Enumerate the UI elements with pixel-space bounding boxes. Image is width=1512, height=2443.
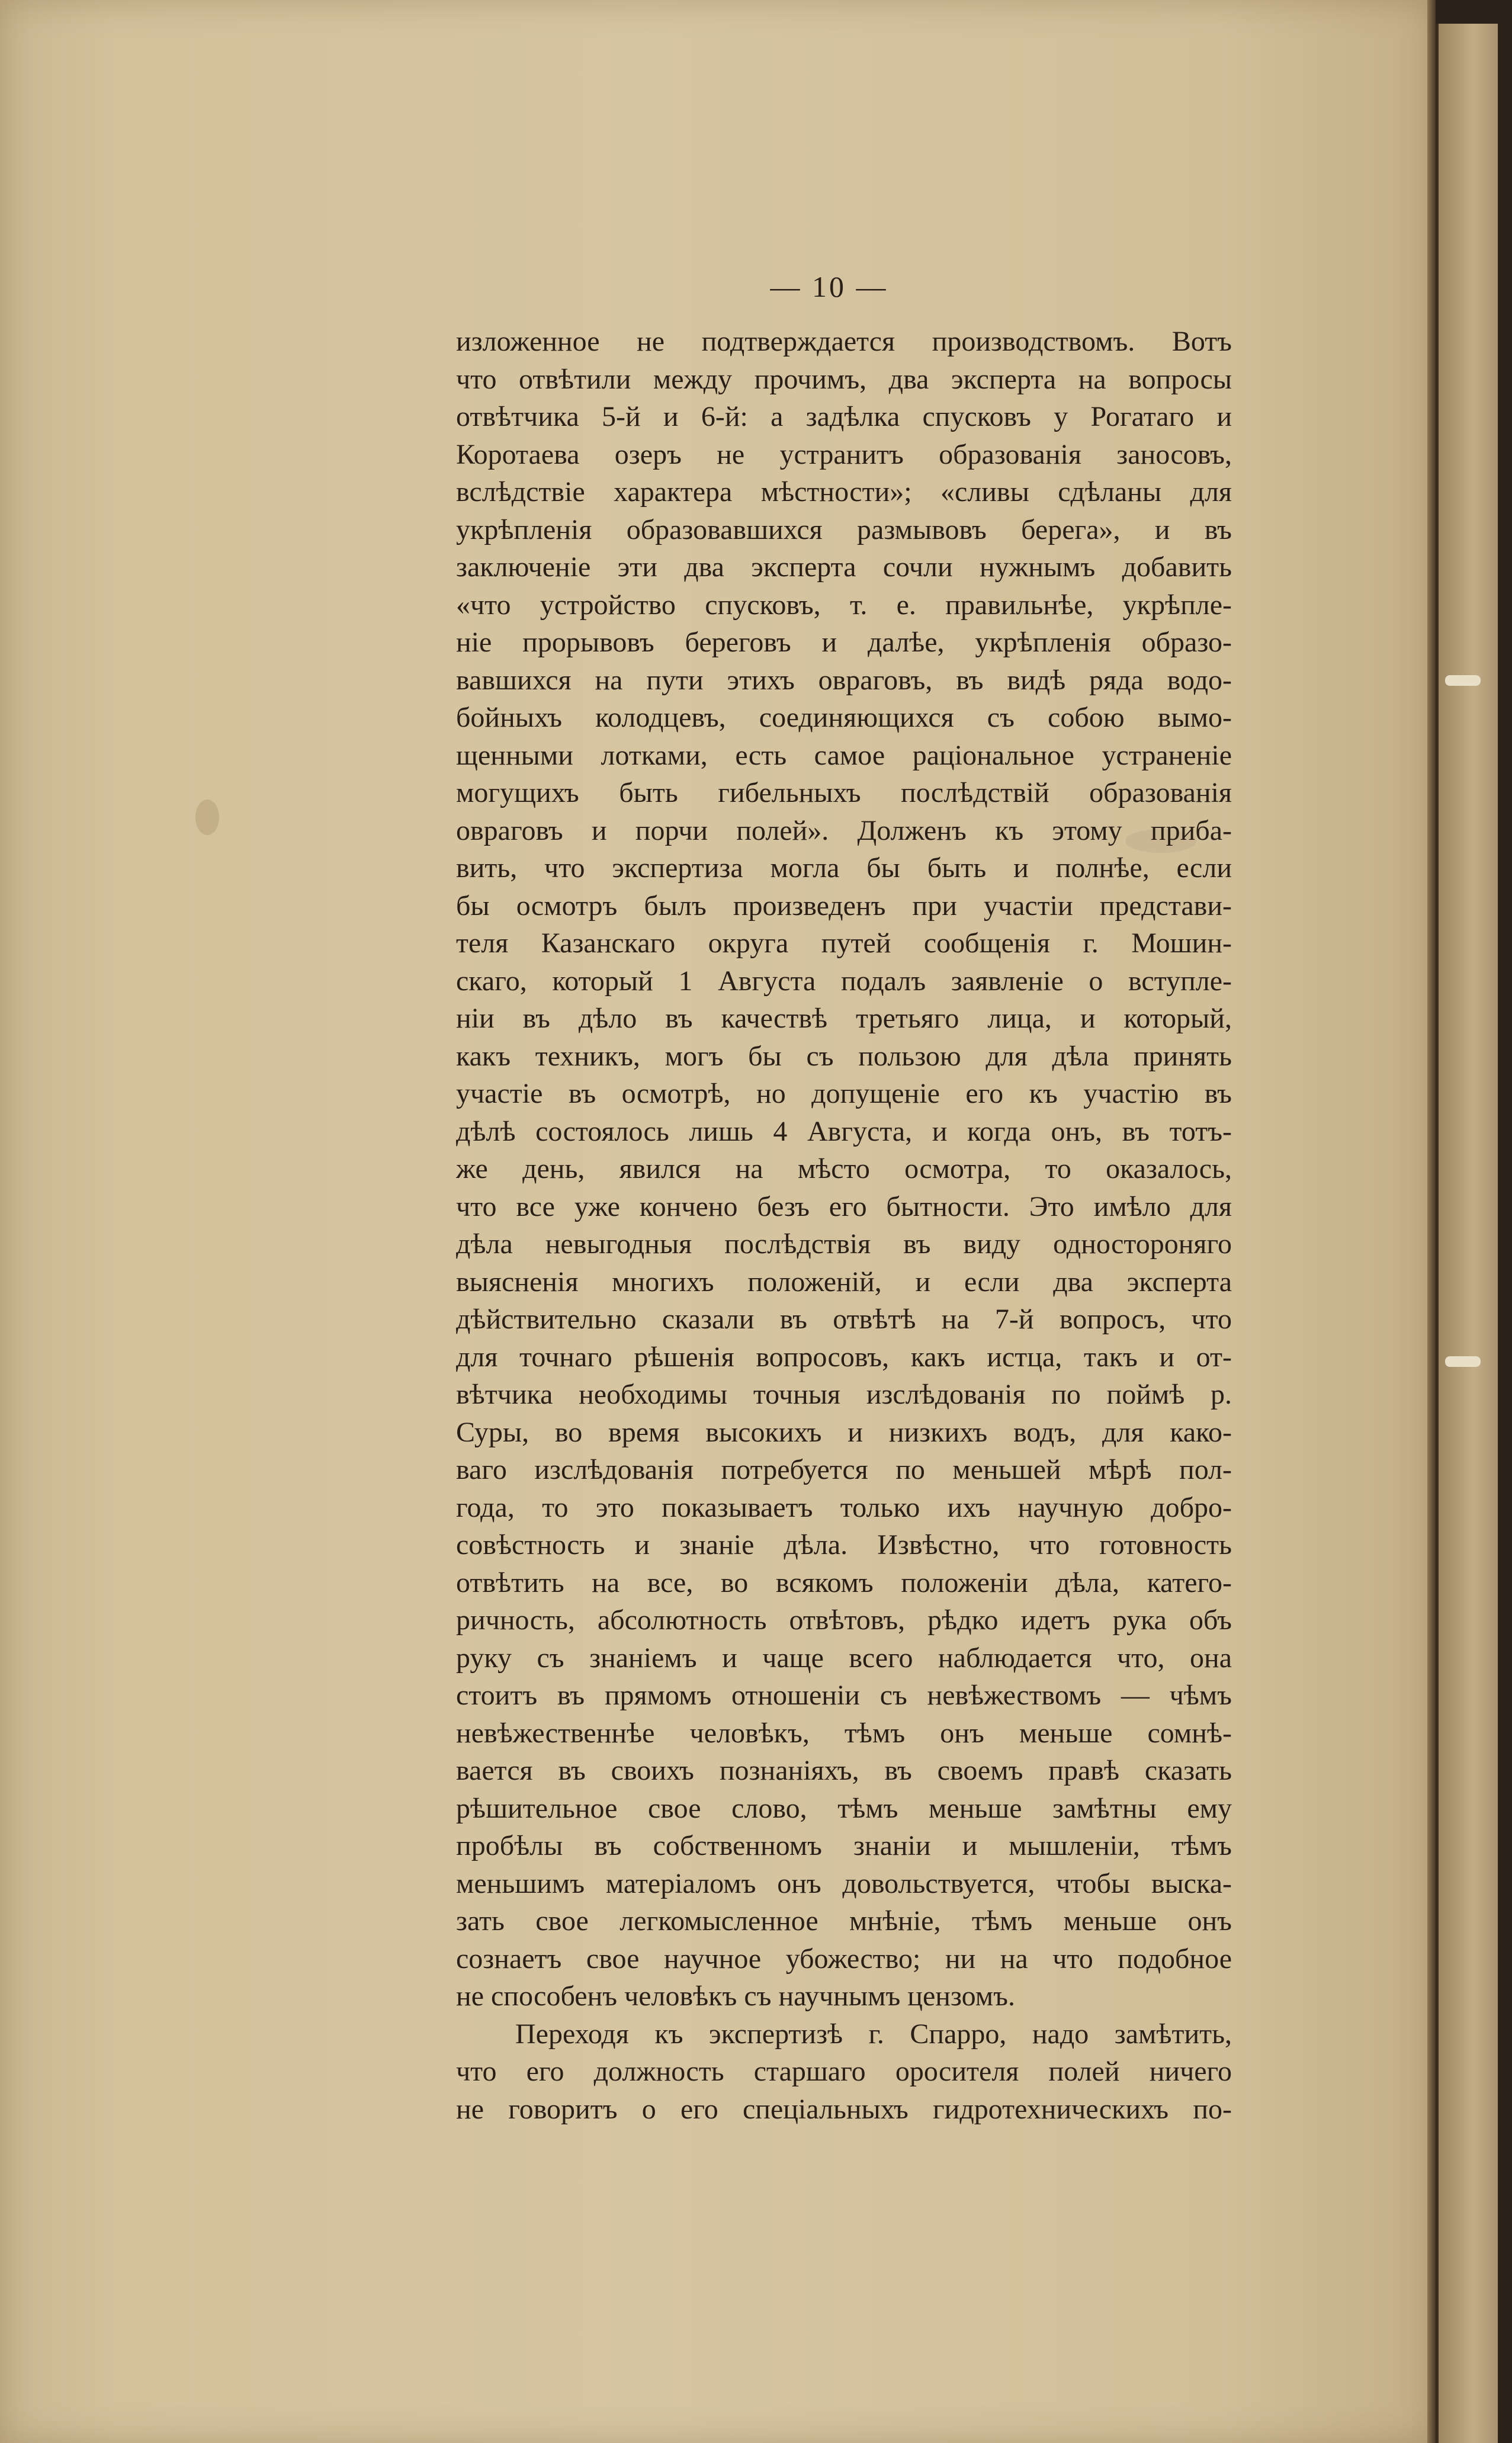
text-line: стоитъ въ прямомъ отношеніи съ невѣжествомъ — чѣмъ: [456, 1680, 1232, 1711]
text-line: вѣтчика необходимы точныя изслѣдованія по поймѣ р.: [456, 1379, 1232, 1410]
text-line: Переходя къ экспертизѣ г. Спарро, надо замѣтить,: [515, 2018, 1232, 2050]
binding-thread: [1445, 1356, 1481, 1367]
text-line: не говоритъ о его спеціальныхъ гидротехническихъ по-: [456, 2093, 1232, 2125]
text-line: щенными лотками, есть самое раціональное устраненіе: [456, 739, 1232, 771]
text-line: меньшимъ матеріаломъ онъ довольствуется, чтобы выска-: [456, 1867, 1232, 1899]
text-line: ричность, абсолютность отвѣтовъ, рѣдко идетъ рука объ: [456, 1604, 1232, 1636]
adjacent-page-edge: [1436, 24, 1498, 2443]
text-line: отвѣтить на все, во всякомъ положеніи дѣла, катего-: [456, 1566, 1232, 1598]
text-line: вслѣдствіе характера мѣстности»; «сливы сдѣланы для: [456, 476, 1232, 508]
text-line: пробѣлы въ собственномъ знаніи и мышленіи, тѣмъ: [456, 1830, 1232, 1861]
text-line: для точнаго рѣшенія вопросовъ, какъ истца, такъ и от-: [456, 1341, 1232, 1373]
paper-stain: [195, 800, 219, 835]
text-line: отвѣтчика 5-й и 6-й: а задѣлка спусковъ у Рогатаго и: [456, 401, 1232, 432]
text-line: какъ техникъ, могъ бы съ пользою для дѣла принять: [456, 1040, 1232, 1072]
text-line: рѣшительное свое слово, тѣмъ меньше замѣтны ему: [456, 1792, 1232, 1824]
text-line: ніи въ дѣло въ качествѣ третьяго лица, и который,: [456, 1003, 1232, 1034]
text-line: совѣстность и знаніе дѣла. Извѣстно, что готовность: [456, 1529, 1232, 1561]
text-line: могущихъ быть гибельныхъ послѣдствій образованія: [456, 777, 1232, 808]
text-line: участіе въ осмотрѣ, но допущеніе его къ участію въ: [456, 1078, 1232, 1109]
page-number: — 10 —: [770, 270, 888, 303]
text-line: руку съ знаніемъ и чаще всего наблюдается что, она: [456, 1642, 1232, 1674]
text-line: вавшихся на пути этихъ овраговъ, въ видѣ ряда водо-: [456, 664, 1232, 696]
text-line: скаго, который 1 Августа подалъ заявленіе о вступле-: [456, 965, 1232, 997]
text-line: дѣлѣ состоялось лишь 4 Августа, и когда онъ, въ тотъ-: [456, 1115, 1232, 1147]
text-line: бы осмотръ былъ произведенъ при участіи представи-: [456, 890, 1232, 922]
text-line: невѣжественнѣе человѣкъ, тѣмъ онъ меньше сомнѣ-: [456, 1717, 1232, 1749]
text-line: теля Казанскаго округа путей сообщенія г. Мошин-: [456, 927, 1232, 959]
text-line: сознаетъ свое научное убожество; ни на что подобное: [456, 1943, 1232, 1975]
text-line: ваго изслѣдованія потребуется по меньшей мѣрѣ пол-: [456, 1454, 1232, 1485]
text-line: Коротаева озеръ не устранитъ образованія заносовъ,: [456, 438, 1232, 470]
text-line: изложенное не подтверждается производствомъ. Вотъ: [456, 326, 1232, 357]
text-line: Суры, во время высокихъ и низкихъ водъ, для како-: [456, 1416, 1232, 1448]
text-line: ніе прорывовъ береговъ и далѣе, укрѣпленія образо-: [456, 627, 1232, 658]
text-line: что его должность старшаго оросителя полей ничего: [456, 2056, 1232, 2087]
text-line: выясненія многихъ положеній, и если два эксперта: [456, 1266, 1232, 1298]
text-line: что все уже кончено безъ его бытности. Это имѣло для: [456, 1190, 1232, 1222]
text-line: же день, явился на мѣсто осмотра, то оказалось,: [456, 1153, 1232, 1184]
body-text: [456, 323, 1232, 2128]
text-line: не способенъ человѣкъ съ научнымъ цензомъ.: [456, 1980, 1015, 2012]
text-line: года, то это показываетъ только ихъ научную добро-: [456, 1491, 1232, 1523]
binding-thread: [1445, 675, 1481, 686]
text-line: зать свое легкомысленное мнѣніе, тѣмъ меньше онъ: [456, 1905, 1232, 1937]
text-line: дѣла невыгодныя послѣдствія въ виду одностороняго: [456, 1228, 1232, 1260]
text-line: бойныхъ колодцевъ, соединяющихся съ собою вымо-: [456, 702, 1232, 733]
text-line: укрѣпленія образовавшихся размывовъ берега», и въ: [456, 513, 1232, 545]
text-line: вается въ своихъ познаніяхъ, въ своемъ правѣ сказать: [456, 1755, 1232, 1786]
text-line: заключеніе эти два эксперта сочли нужнымъ добавить: [456, 551, 1232, 583]
page-edge-shadow: [1427, 0, 1436, 2443]
text-line: вить, что экспертиза могла бы быть и полнѣе, если: [456, 852, 1232, 884]
text-line: овраговъ и порчи полей». Долженъ къ этому приба-: [456, 814, 1232, 846]
text-line: дѣйствительно сказали въ отвѣтѣ на 7-й вопросъ, что: [456, 1304, 1232, 1335]
text-line: «что устройство спусковъ, т. е. правильнѣе, укрѣпле-: [456, 589, 1232, 621]
text-line: что отвѣтили между прочимъ, два эксперта на вопросы: [456, 363, 1232, 395]
